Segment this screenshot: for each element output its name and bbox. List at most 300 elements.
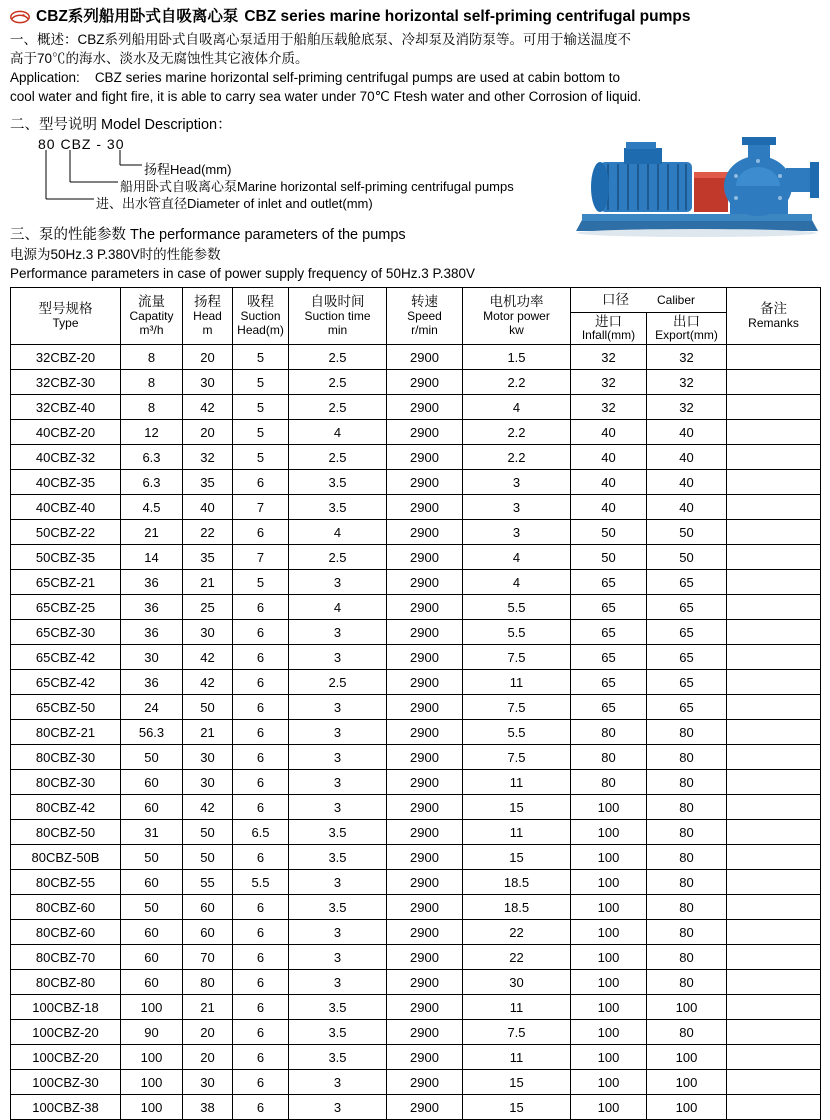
cell-speed: 2900 [387, 1095, 463, 1120]
cell-type: 100CBZ-38 [11, 1095, 121, 1120]
th-speed-cn: 转速 [411, 294, 438, 310]
cell-infall: 100 [571, 845, 647, 870]
cell-capacity: 31 [121, 820, 183, 845]
cell-capacity: 50 [121, 895, 183, 920]
cell-power: 4 [463, 545, 571, 570]
overview-line-2 [10, 50, 820, 68]
pump-photo [572, 128, 822, 238]
cell-remark [727, 420, 821, 445]
cell-type: 50CBZ-22 [11, 520, 121, 545]
cell-power: 15 [463, 1095, 571, 1120]
cell-export: 32 [647, 370, 727, 395]
table-row [11, 970, 821, 995]
cell-power: 18.5 [463, 870, 571, 895]
cell-type: 80CBZ-30 [11, 745, 121, 770]
cell-suction: 6 [233, 1095, 289, 1120]
th-caliber-en: Caliber [657, 292, 696, 307]
cell-suction-time: 3.5 [289, 995, 387, 1020]
cell-speed: 2900 [387, 795, 463, 820]
table-row [11, 1095, 821, 1120]
cell-head: 42 [183, 395, 233, 420]
cell-suction: 6 [233, 995, 289, 1020]
cell-head: 50 [183, 845, 233, 870]
cell-capacity: 12 [121, 420, 183, 445]
th-suction-unit: Head(m) [237, 322, 284, 337]
th-capacity [121, 287, 183, 344]
cell-speed: 2900 [387, 1045, 463, 1070]
th-head-unit: m [202, 322, 213, 337]
cell-suction: 6 [233, 520, 289, 545]
cell-suction-time: 3 [289, 920, 387, 945]
cell-speed: 2900 [387, 970, 463, 995]
cell-infall: 32 [571, 395, 647, 420]
cell-suction-time: 3 [289, 695, 387, 720]
cell-capacity: 50 [121, 845, 183, 870]
cell-power: 11 [463, 995, 571, 1020]
cell-export: 65 [647, 670, 727, 695]
cell-suction: 6 [233, 970, 289, 995]
th-power-cn: 电机功率 [489, 294, 544, 310]
application-en-1: CBZ series marine horizontal self-priming centrifugal pumps are used at cabin bottom to [94, 69, 621, 85]
th-time-unit: min [327, 322, 348, 337]
th-type-cn: 型号规格 [38, 301, 93, 317]
cell-type: 50CBZ-35 [11, 545, 121, 570]
cell-head: 40 [183, 495, 233, 520]
cell-speed: 2900 [387, 345, 463, 370]
cell-suction-time: 3 [289, 970, 387, 995]
cell-head: 21 [183, 995, 233, 1020]
cell-head: 60 [183, 895, 233, 920]
cell-suction: 5 [233, 345, 289, 370]
cell-power: 11 [463, 770, 571, 795]
cell-capacity: 50 [121, 745, 183, 770]
cell-type: 80CBZ-55 [11, 870, 121, 895]
cell-capacity: 60 [121, 945, 183, 970]
overview-cn-1: CBZ系列船用卧式自吸离心泵适用于船舶压载舱底泵、冷却泵及消防泵等。可用于输送温度不 [77, 32, 631, 48]
cell-suction: 7 [233, 495, 289, 520]
cell-head: 35 [183, 470, 233, 495]
cell-suction: 6 [233, 645, 289, 670]
cell-type: 80CBZ-50 [11, 820, 121, 845]
th-infall-cn: 进口 [595, 313, 622, 329]
cell-power: 2.2 [463, 370, 571, 395]
cell-suction: 6 [233, 670, 289, 695]
cell-head: 42 [183, 795, 233, 820]
cell-head: 55 [183, 870, 233, 895]
th-suction-time [289, 287, 387, 344]
cell-infall: 32 [571, 370, 647, 395]
cell-suction-time: 3 [289, 795, 387, 820]
cell-remark [727, 395, 821, 420]
cell-capacity: 6.3 [121, 470, 183, 495]
table-row [11, 1045, 821, 1070]
cell-suction: 5 [233, 420, 289, 445]
cell-export: 80 [647, 970, 727, 995]
cell-suction-time: 2.5 [289, 345, 387, 370]
title-cn: CBZ系列船用卧式自吸离心泵 [36, 8, 239, 25]
cell-type: 65CBZ-25 [11, 595, 121, 620]
cell-export: 32 [647, 395, 727, 420]
cell-export: 80 [647, 795, 727, 820]
cell-export: 100 [647, 995, 727, 1020]
cell-head: 21 [183, 570, 233, 595]
cell-capacity: 100 [121, 1095, 183, 1120]
performance-heading: 三、泵的性能参数 The performance parameters of the pumps [10, 226, 406, 243]
cell-power: 5.5 [463, 720, 571, 745]
cell-export: 32 [647, 345, 727, 370]
cell-type: 40CBZ-20 [11, 420, 121, 445]
cell-remark [727, 645, 821, 670]
th-remarks-en: Remanks [748, 315, 799, 330]
table-row [11, 745, 821, 770]
cell-type: 65CBZ-21 [11, 570, 121, 595]
cell-capacity: 36 [121, 570, 183, 595]
table-row [11, 570, 821, 595]
cell-capacity: 60 [121, 795, 183, 820]
table-row [11, 495, 821, 520]
th-caliber-cn: 口径 [602, 291, 629, 307]
cell-speed: 2900 [387, 445, 463, 470]
th-type-en: Type [52, 315, 79, 330]
cell-power: 7.5 [463, 1020, 571, 1045]
cell-export: 40 [647, 470, 727, 495]
cell-power: 22 [463, 920, 571, 945]
cell-speed: 2900 [387, 745, 463, 770]
th-capacity-en: Capatity [129, 308, 174, 323]
cell-capacity: 60 [121, 970, 183, 995]
cell-capacity: 100 [121, 995, 183, 1020]
cell-export: 40 [647, 420, 727, 445]
cell-head: 70 [183, 945, 233, 970]
cell-infall: 80 [571, 745, 647, 770]
application-label: Application: [10, 69, 80, 85]
cell-type: 80CBZ-60 [11, 895, 121, 920]
cell-remark [727, 445, 821, 470]
cell-head: 21 [183, 720, 233, 745]
cell-type: 40CBZ-40 [11, 495, 121, 520]
cell-speed: 2900 [387, 845, 463, 870]
cell-remark [727, 970, 821, 995]
cell-suction-time: 2.5 [289, 670, 387, 695]
cell-infall: 40 [571, 445, 647, 470]
cell-speed: 2900 [387, 570, 463, 595]
cell-suction: 6 [233, 770, 289, 795]
table-row [11, 370, 821, 395]
cell-export: 80 [647, 870, 727, 895]
cell-infall: 65 [571, 670, 647, 695]
cell-head: 30 [183, 1070, 233, 1095]
cell-suction: 5 [233, 370, 289, 395]
cell-suction-time: 3 [289, 945, 387, 970]
th-caliber [571, 287, 727, 312]
cell-export: 65 [647, 595, 727, 620]
cell-remark [727, 1070, 821, 1095]
cell-remark [727, 470, 821, 495]
th-suction-cn: 吸程 [247, 294, 274, 310]
cell-speed: 2900 [387, 1020, 463, 1045]
table-row [11, 1020, 821, 1045]
cell-head: 25 [183, 595, 233, 620]
cell-suction-time: 3 [289, 720, 387, 745]
cell-infall: 80 [571, 770, 647, 795]
cell-capacity: 90 [121, 1020, 183, 1045]
cell-export: 65 [647, 570, 727, 595]
cell-speed: 2900 [387, 395, 463, 420]
th-power-en: Motor power [483, 308, 550, 323]
cell-suction-time: 3 [289, 570, 387, 595]
cell-remark [727, 345, 821, 370]
cell-capacity: 30 [121, 645, 183, 670]
model-note-diameter: 进、出水管直径Diameter of inlet and outlet(mm) [96, 195, 373, 211]
table-row [11, 395, 821, 420]
cell-capacity: 36 [121, 595, 183, 620]
cell-export: 80 [647, 770, 727, 795]
cell-speed: 2900 [387, 495, 463, 520]
cell-power: 11 [463, 1045, 571, 1070]
cell-remark [727, 1045, 821, 1070]
cell-type: 32CBZ-30 [11, 370, 121, 395]
cell-infall: 65 [571, 645, 647, 670]
cell-head: 35 [183, 545, 233, 570]
cell-suction: 6 [233, 695, 289, 720]
cell-power: 15 [463, 1070, 571, 1095]
cell-type: 40CBZ-32 [11, 445, 121, 470]
cell-suction-time: 3 [289, 745, 387, 770]
cell-power: 3 [463, 520, 571, 545]
cell-type: 100CBZ-18 [11, 995, 121, 1020]
cell-suction-time: 2.5 [289, 370, 387, 395]
table-row [11, 945, 821, 970]
cell-suction: 6 [233, 470, 289, 495]
table-row [11, 920, 821, 945]
title-en: CBZ series marine horizontal self-priming centrifugal pumps [244, 8, 691, 25]
cell-head: 22 [183, 520, 233, 545]
cell-power: 15 [463, 845, 571, 870]
cell-suction: 6 [233, 845, 289, 870]
cell-remark [727, 845, 821, 870]
cell-type: 100CBZ-20 [11, 1045, 121, 1070]
cell-infall: 40 [571, 470, 647, 495]
cell-power: 7.5 [463, 645, 571, 670]
cell-speed: 2900 [387, 720, 463, 745]
th-remarks-cn: 备注 [760, 301, 788, 317]
cell-head: 42 [183, 645, 233, 670]
cell-remark [727, 570, 821, 595]
cell-capacity: 24 [121, 695, 183, 720]
cell-power: 3 [463, 495, 571, 520]
th-time-cn: 自吸时间 [310, 294, 365, 310]
table-row [11, 770, 821, 795]
cell-type: 32CBZ-20 [11, 345, 121, 370]
cell-power: 11 [463, 670, 571, 695]
cell-suction: 7 [233, 545, 289, 570]
cell-power: 7.5 [463, 695, 571, 720]
cell-type: 80CBZ-30 [11, 770, 121, 795]
table-row [11, 345, 821, 370]
cell-power: 30 [463, 970, 571, 995]
cell-suction: 5 [233, 395, 289, 420]
cell-remark [727, 1095, 821, 1120]
cell-head: 20 [183, 1045, 233, 1070]
cell-head: 80 [183, 970, 233, 995]
model-note-head: 扬程Head(mm) [144, 161, 232, 177]
table-row [11, 995, 821, 1020]
cell-type: 80CBZ-70 [11, 945, 121, 970]
cell-power: 15 [463, 795, 571, 820]
cell-speed: 2900 [387, 420, 463, 445]
cell-export: 40 [647, 445, 727, 470]
cell-capacity: 100 [121, 1045, 183, 1070]
cell-capacity: 21 [121, 520, 183, 545]
pump-logo-icon [10, 10, 30, 24]
cell-capacity: 60 [121, 770, 183, 795]
th-speed [387, 287, 463, 344]
cell-remark [727, 595, 821, 620]
cell-speed: 2900 [387, 370, 463, 395]
cell-infall: 100 [571, 820, 647, 845]
th-export-en: Export(mm) [655, 328, 718, 343]
cell-speed: 2900 [387, 995, 463, 1020]
th-time-en: Suction time [304, 308, 371, 323]
cell-suction-time: 3 [289, 620, 387, 645]
cell-capacity: 6.3 [121, 445, 183, 470]
cell-export: 100 [647, 1070, 727, 1095]
cell-type: 80CBZ-50B [11, 845, 121, 870]
th-infall-en: Infall(mm) [581, 328, 636, 343]
page-title [10, 8, 820, 25]
cell-remark [727, 720, 821, 745]
cell-remark [727, 495, 821, 520]
cell-infall: 100 [571, 970, 647, 995]
cell-remark [727, 895, 821, 920]
cell-power: 2.2 [463, 420, 571, 445]
table-row [11, 645, 821, 670]
table-row [11, 895, 821, 920]
table-row [11, 845, 821, 870]
cell-suction: 5.5 [233, 870, 289, 895]
cell-type: 80CBZ-21 [11, 720, 121, 745]
cell-power: 2.2 [463, 445, 571, 470]
cell-export: 65 [647, 645, 727, 670]
th-power-unit: kw [509, 322, 524, 337]
cell-remark [727, 995, 821, 1020]
cell-head: 42 [183, 670, 233, 695]
cell-infall: 100 [571, 1045, 647, 1070]
cell-remark [727, 945, 821, 970]
cell-type: 65CBZ-42 [11, 670, 121, 695]
cell-infall: 100 [571, 1095, 647, 1120]
cell-remark [727, 870, 821, 895]
cell-speed: 2900 [387, 670, 463, 695]
cell-type: 100CBZ-20 [11, 1020, 121, 1045]
cell-remark [727, 770, 821, 795]
cell-suction: 6 [233, 720, 289, 745]
cell-head: 20 [183, 345, 233, 370]
cell-suction-time: 3.5 [289, 820, 387, 845]
th-suction-en: Suction [240, 308, 281, 323]
cell-remark [727, 520, 821, 545]
cell-suction: 6 [233, 745, 289, 770]
cell-suction: 6.5 [233, 820, 289, 845]
specification-table-body [11, 345, 821, 1120]
cell-export: 80 [647, 820, 727, 845]
th-head [183, 287, 233, 344]
table-row [11, 795, 821, 820]
cell-suction-time: 3 [289, 1070, 387, 1095]
cell-suction: 6 [233, 1020, 289, 1045]
cell-speed: 2900 [387, 620, 463, 645]
cell-suction: 6 [233, 920, 289, 945]
cell-head: 50 [183, 695, 233, 720]
cell-type: 32CBZ-40 [11, 395, 121, 420]
cell-infall: 65 [571, 595, 647, 620]
cell-remark [727, 745, 821, 770]
cell-remark [727, 820, 821, 845]
cell-type: 80CBZ-60 [11, 920, 121, 945]
cell-suction: 6 [233, 795, 289, 820]
th-power [463, 287, 571, 344]
th-export [647, 312, 727, 344]
table-row [11, 720, 821, 745]
cell-infall: 65 [571, 570, 647, 595]
th-head-en: Head [193, 308, 222, 323]
cell-head: 32 [183, 445, 233, 470]
overview-heading: 一、概述： [10, 32, 78, 48]
table-row [11, 545, 821, 570]
cell-speed: 2900 [387, 520, 463, 545]
cell-remark [727, 695, 821, 720]
cell-speed: 2900 [387, 695, 463, 720]
performance-note-en: Performance parameters in case of power supply frequency of 50Hz.3 P.380V [10, 265, 476, 281]
cell-head: 20 [183, 1020, 233, 1045]
cell-power: 3 [463, 470, 571, 495]
cell-infall: 40 [571, 420, 647, 445]
model-code: 80 CBZ - 30 [38, 135, 125, 152]
cell-suction: 6 [233, 595, 289, 620]
table-row [11, 595, 821, 620]
table-row [11, 870, 821, 895]
cell-export: 80 [647, 895, 727, 920]
cell-speed: 2900 [387, 470, 463, 495]
cell-suction: 5 [233, 445, 289, 470]
specification-table [10, 287, 821, 1120]
cell-suction-time: 3.5 [289, 470, 387, 495]
cell-type: 65CBZ-50 [11, 695, 121, 720]
th-head-cn: 扬程 [194, 294, 221, 310]
table-header-row-1 [11, 287, 821, 312]
cell-speed: 2900 [387, 920, 463, 945]
cell-export: 50 [647, 520, 727, 545]
th-infall [571, 312, 647, 344]
cell-remark [727, 370, 821, 395]
cell-export: 80 [647, 945, 727, 970]
cell-capacity: 8 [121, 395, 183, 420]
cell-speed: 2900 [387, 820, 463, 845]
cell-suction-time: 4 [289, 520, 387, 545]
cell-suction-time: 3.5 [289, 1045, 387, 1070]
cell-power: 18.5 [463, 895, 571, 920]
cell-suction: 6 [233, 945, 289, 970]
cell-infall: 100 [571, 1020, 647, 1045]
cell-speed: 2900 [387, 870, 463, 895]
cell-export: 40 [647, 495, 727, 520]
cell-remark [727, 670, 821, 695]
cell-export: 100 [647, 1045, 727, 1070]
cell-type: 80CBZ-42 [11, 795, 121, 820]
cell-capacity: 60 [121, 920, 183, 945]
cell-remark [727, 920, 821, 945]
cell-head: 60 [183, 920, 233, 945]
